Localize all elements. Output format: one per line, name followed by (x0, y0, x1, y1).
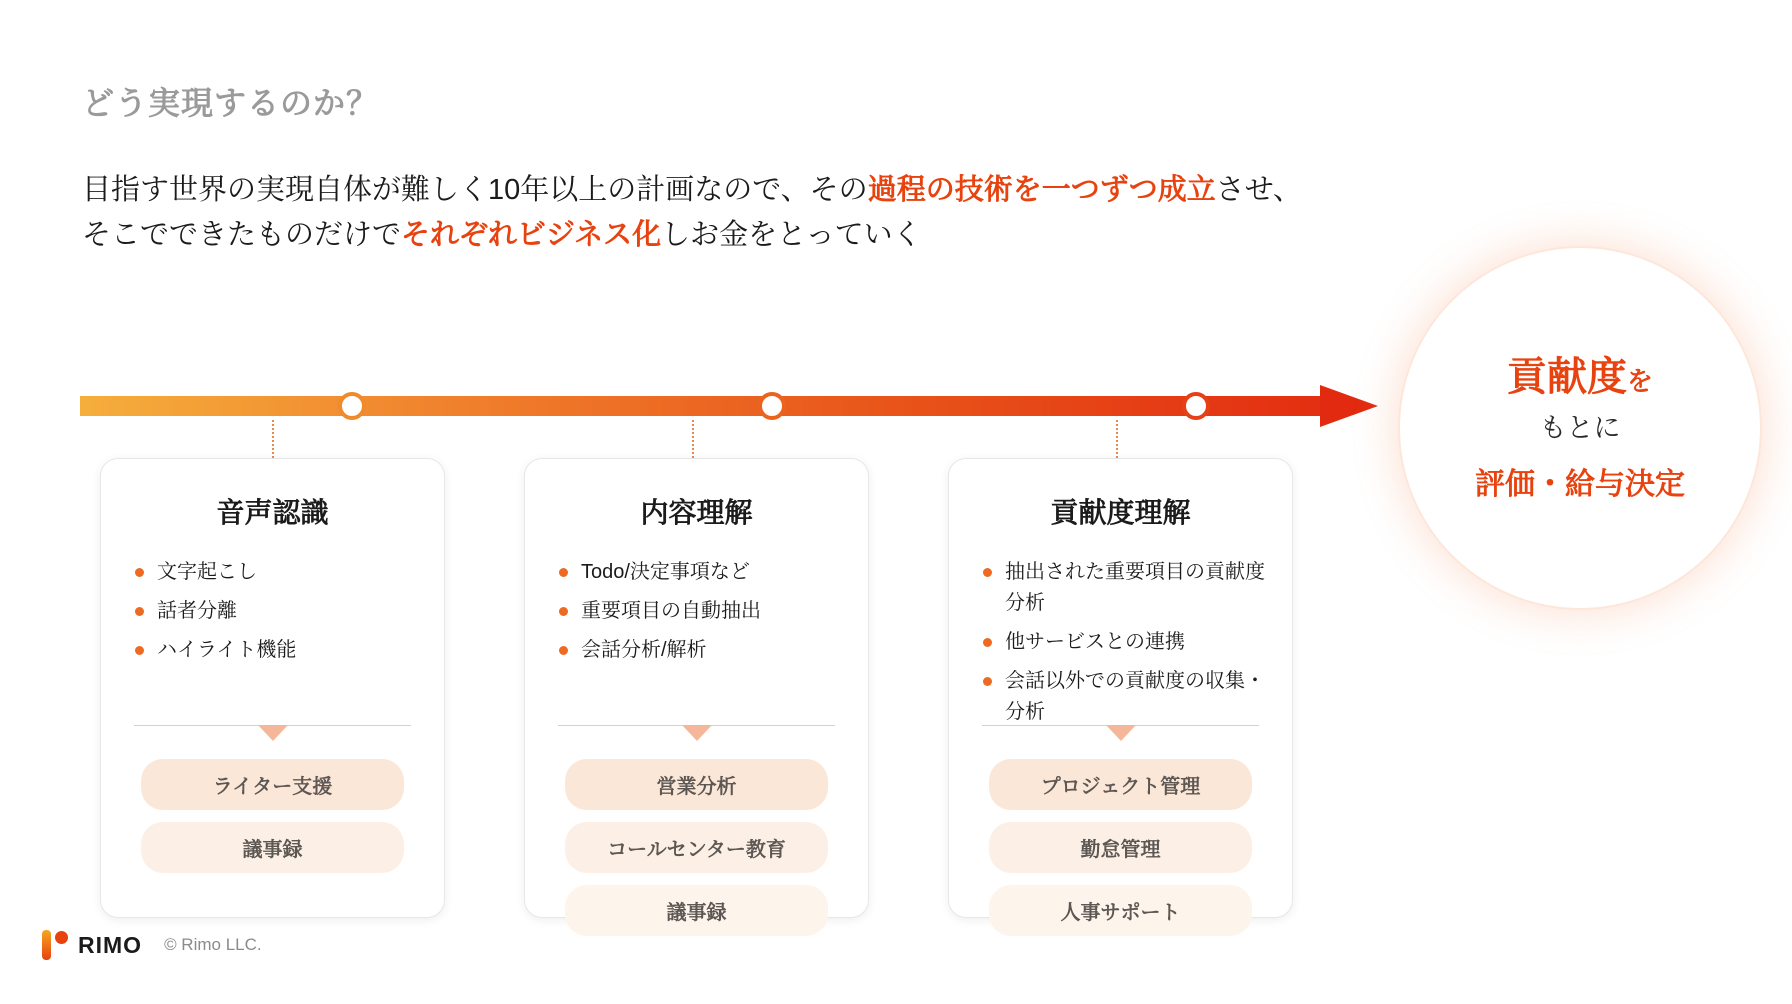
logo-bar (42, 930, 51, 960)
outcome-headline (1507, 353, 1653, 401)
timeline-connector-1 (272, 420, 274, 458)
lead-text-plain-c: そこでできたものだけで (82, 218, 402, 251)
list-item: 他サービスとの連携 (983, 627, 1268, 658)
page-title: どう実現するのか？ (82, 85, 380, 121)
business-chip[interactable]: 議事録 (565, 885, 828, 936)
caret-down-icon (258, 725, 288, 741)
stage-card-2 (524, 458, 869, 924)
lead-line-2 (82, 219, 922, 251)
list-item: 話者分離 (135, 596, 420, 627)
timeline-node-1 (338, 392, 366, 420)
list-item: 抽出された重要項目の貢献度分析 (983, 557, 1268, 619)
stage-card-chip-list (101, 759, 444, 885)
business-chip[interactable]: 議事録 (141, 822, 404, 873)
footer (42, 930, 262, 960)
list-item: 文字起こし (135, 557, 420, 588)
lead-text-plain: 目指す世界の実現自体が難しく10年以上の計画なので、その (82, 174, 868, 206)
stage-card-bullet-list (949, 557, 1292, 728)
lead-highlight-1: 過程の技術を一つずつ成立 (867, 174, 1216, 206)
caret-down-icon (682, 725, 712, 741)
stage-card-bullet-list (525, 557, 868, 666)
brand-wordmark: RIMO (78, 931, 143, 958)
lead-highlight-2: それぞれビジネス化 (401, 218, 662, 251)
timeline-node-3 (1182, 392, 1210, 420)
stage-card-title: 内容理解 (640, 497, 753, 528)
logo-dot (55, 931, 68, 944)
timeline-connector-2 (692, 420, 694, 458)
timeline-arrow (80, 385, 1400, 427)
lead-text-plain-b: させ、 (1215, 174, 1302, 206)
stage-card-bullet-list (101, 557, 444, 666)
rimo-logo-icon (42, 930, 70, 960)
business-chip[interactable]: 勤怠管理 (989, 822, 1252, 873)
outcome-circle (1400, 248, 1760, 608)
stage-card-chip-list (525, 759, 868, 948)
outcome-result: 評価・給与決定 (1475, 467, 1685, 501)
business-chip[interactable]: 営業分析 (565, 759, 828, 810)
outcome-headline-suffix: を (1626, 366, 1653, 397)
stage-card-title: 音声認識 (216, 497, 329, 528)
lead-text-plain-d: しお金をとっていく (661, 218, 922, 251)
business-chip[interactable]: 人事サポート (989, 885, 1252, 936)
list-item: Todo/決定事項など (559, 557, 844, 588)
lead-line-1 (82, 174, 1302, 206)
caret-down-icon (1106, 725, 1136, 741)
stage-card-chip-list (949, 759, 1292, 948)
timeline-bar (80, 396, 1320, 416)
business-chip[interactable]: ライター支援 (141, 759, 404, 810)
list-item: 重要項目の自動抽出 (559, 596, 844, 627)
list-item: 会話以外での貢献度の収集・分析 (983, 666, 1268, 728)
timeline-connector-3 (1116, 420, 1118, 458)
business-chip[interactable]: プロジェクト管理 (989, 759, 1252, 810)
arrow-head-icon (1320, 385, 1378, 427)
list-item: ハイライト機能 (135, 635, 420, 666)
stage-card-1 (100, 458, 445, 918)
timeline-node-2 (758, 392, 786, 420)
outcome-headline-main: 貢献度 (1506, 355, 1627, 400)
stage-card-3 (948, 458, 1293, 924)
outcome-subline: もとに (1539, 413, 1621, 444)
business-chip[interactable]: コールセンター教育 (565, 822, 828, 873)
stage-card-title: 貢献度理解 (1050, 497, 1191, 528)
list-item: 会話分析/解析 (559, 635, 844, 666)
lead-paragraph (82, 168, 1582, 258)
copyright-text: © Rimo LLC. (164, 935, 262, 954)
